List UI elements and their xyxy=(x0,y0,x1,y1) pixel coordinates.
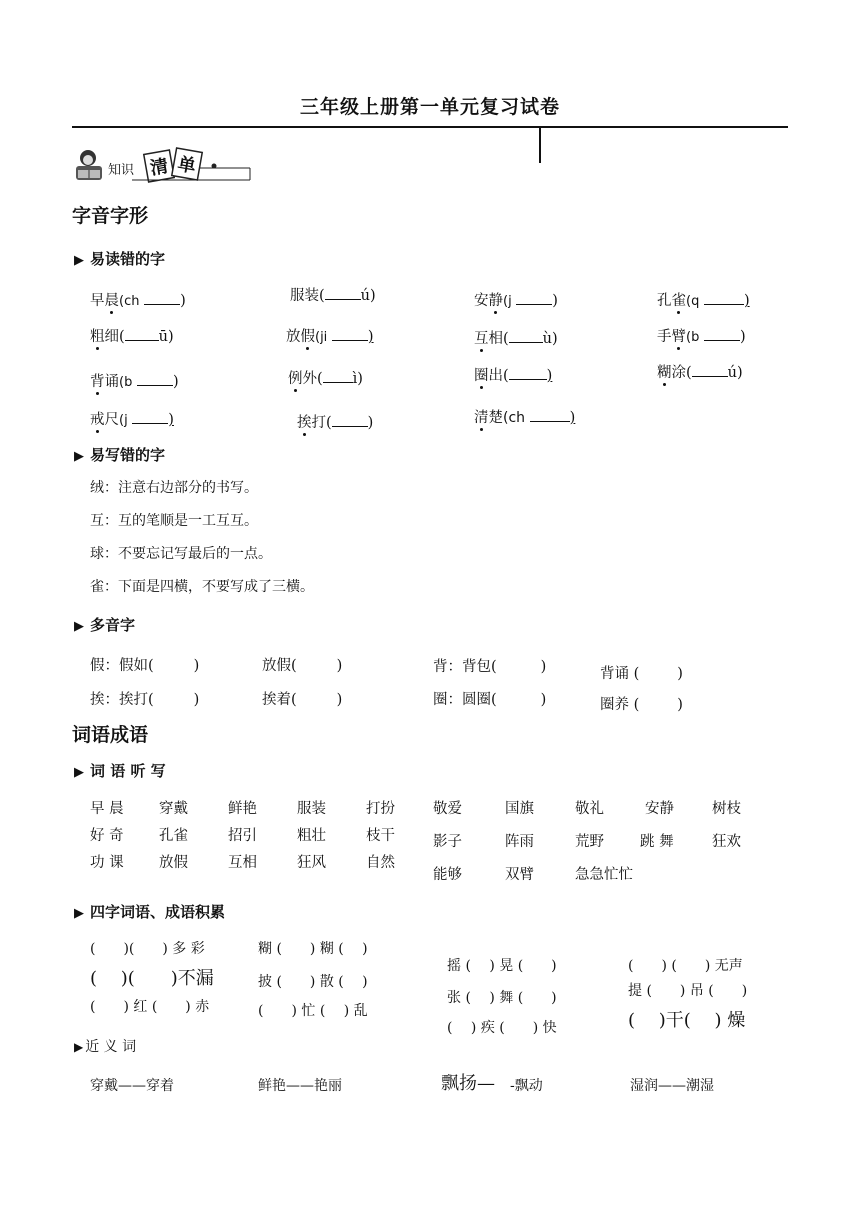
synonym-pair: 飘扬— xyxy=(441,1073,495,1094)
synonym-pair: -飘动 xyxy=(510,1078,543,1094)
knowledge-list-banner xyxy=(72,146,252,186)
section-title-vocabulary: 词语成语 xyxy=(72,724,149,746)
banner-char-2: 单 xyxy=(176,153,198,178)
dictation-word: 影子 xyxy=(433,834,462,850)
subheading-dictation: ▶ 词 语 听 写 xyxy=(74,762,166,780)
writewrong-line: 绒：注意右边部分的书写。 xyxy=(90,480,258,496)
dictation-word: 互相 xyxy=(228,855,257,871)
readwrong-item: 安静(j ) xyxy=(474,293,558,309)
idiom-blank: 提 ( ) 吊 ( ) xyxy=(628,983,748,999)
dictation-word: 穿戴 xyxy=(159,801,188,817)
writewrong-line: 雀：下面是四横，不要写成了三横。 xyxy=(90,579,314,595)
page-title: 三年级上册第一单元复习试卷 xyxy=(299,96,560,118)
subheading-readwrong: ▶ 易读错的字 xyxy=(74,250,166,268)
dictation-word: 功 课 xyxy=(90,855,124,871)
polyphone-item: 假：假如( ) xyxy=(90,658,200,674)
subheading-polyphone: ▶ 多音字 xyxy=(74,616,136,634)
idiom-blank: 张 ( ) 舞 ( ) xyxy=(447,990,557,1006)
idiom-blank: ( )( )不漏 xyxy=(90,968,214,989)
synonym-pair: 穿戴——穿着 xyxy=(90,1078,174,1094)
readwrong-item: 戒尺(j ) xyxy=(90,412,174,428)
dictation-word: 早 晨 xyxy=(90,801,124,817)
synonym-pair: 鲜艳——艳丽 xyxy=(258,1078,342,1094)
idiom-blank: 披 ( ) 散 ( ) xyxy=(258,974,368,990)
dictation-word: 狂风 xyxy=(297,855,326,871)
dictation-word: 狂欢 xyxy=(712,834,741,850)
dictation-word: 树枝 xyxy=(712,801,741,817)
dictation-word: 服装 xyxy=(297,801,326,817)
readwrong-item: 例外( ì) xyxy=(288,371,363,387)
idiom-blank: ( )干( ) 燥 xyxy=(628,1010,746,1031)
writewrong-line: 互：互的笔顺是一工互互。 xyxy=(90,513,258,529)
readwrong-item: 手臂(b ) xyxy=(657,329,746,345)
polyphone-item: 背：背包( ) xyxy=(433,659,547,675)
header-rule-tick xyxy=(539,128,541,163)
dictation-word: 放假 xyxy=(159,855,188,871)
idiom-blank: ( ) 疾 ( ) 快 xyxy=(447,1020,557,1036)
readwrong-item: 圈出( ) xyxy=(474,368,553,384)
readwrong-item: 放假(ji ) xyxy=(286,329,374,345)
idiom-blank: ( ) 忙 ( ) 乱 xyxy=(258,1003,368,1019)
readwrong-item: 糊涂( ú) xyxy=(657,365,743,381)
dictation-word: 安静 xyxy=(645,801,674,817)
polyphone-item: 放假( ) xyxy=(262,658,343,674)
dictation-word: 鲜艳 xyxy=(228,801,257,817)
dictation-word: 孔雀 xyxy=(159,828,188,844)
synonym-pair: 湿润——潮湿 xyxy=(630,1078,714,1094)
idiom-blank: 糊 ( ) 糊 ( ) xyxy=(258,941,368,957)
readwrong-item: 挨打( ) xyxy=(297,415,374,431)
section-title-pronunciation: 字音字形 xyxy=(72,205,149,227)
dictation-word: 能够 xyxy=(433,867,462,883)
subheading-idioms: ▶ 四字词语、成语积累 xyxy=(74,903,226,921)
dictation-word: 阵雨 xyxy=(505,834,534,850)
dictation-word: 跳 舞 xyxy=(640,834,674,850)
polyphone-item: 圈养 ( ) xyxy=(600,697,683,713)
dictation-word: 自然 xyxy=(366,855,395,871)
readwrong-item: 互相( ù) xyxy=(474,331,558,347)
readwrong-item: 粗细( ū) xyxy=(90,329,174,345)
readwrong-item: 服装( ú) xyxy=(290,288,376,304)
dictation-word: 招引 xyxy=(228,828,257,844)
polyphone-item: 圈：圆圈( ) xyxy=(433,692,547,708)
subheading-synonyms: ▶ 近 义 词 xyxy=(74,1039,137,1055)
idiom-blank: 摇 ( ) 晃 ( ) xyxy=(447,958,557,974)
readwrong-item: 早晨(ch ) xyxy=(90,293,186,309)
banner-label: 知识 xyxy=(108,163,135,178)
readwrong-item: 背诵(b ) xyxy=(90,374,179,390)
idiom-blank: ( )( ) 多 彩 xyxy=(90,941,205,957)
dictation-word: 荒野 xyxy=(575,834,604,850)
dictation-word: 枝干 xyxy=(366,828,395,844)
dictation-word: 好 奇 xyxy=(90,828,124,844)
readwrong-item: 孔雀(q ) xyxy=(657,293,750,309)
polyphone-item: 挨着( ) xyxy=(262,692,343,708)
polyphone-item: 背诵 ( ) xyxy=(600,666,683,682)
header-rule xyxy=(72,126,788,128)
dictation-word: 粗壮 xyxy=(297,828,326,844)
dictation-word: 双臂 xyxy=(505,867,534,883)
dictation-word: 打扮 xyxy=(366,801,395,817)
readwrong-item: 清楚(ch ) xyxy=(474,410,576,426)
idiom-blank: ( ) ( ) 无声 xyxy=(628,958,743,974)
idiom-blank: ( ) 红 ( ) 赤 xyxy=(90,999,210,1015)
dictation-word: 急急忙忙 xyxy=(575,867,633,883)
banner-char-1: 清 xyxy=(148,155,170,180)
dictation-word: 敬爱 xyxy=(433,801,462,817)
writewrong-line: 球：不要忘记写最后的一点。 xyxy=(90,546,272,562)
dictation-word: 国旗 xyxy=(505,801,534,817)
dictation-word: 敬礼 xyxy=(575,801,604,817)
polyphone-item: 挨：挨打( ) xyxy=(90,692,200,708)
subheading-writewrong: ▶ 易写错的字 xyxy=(74,446,166,464)
